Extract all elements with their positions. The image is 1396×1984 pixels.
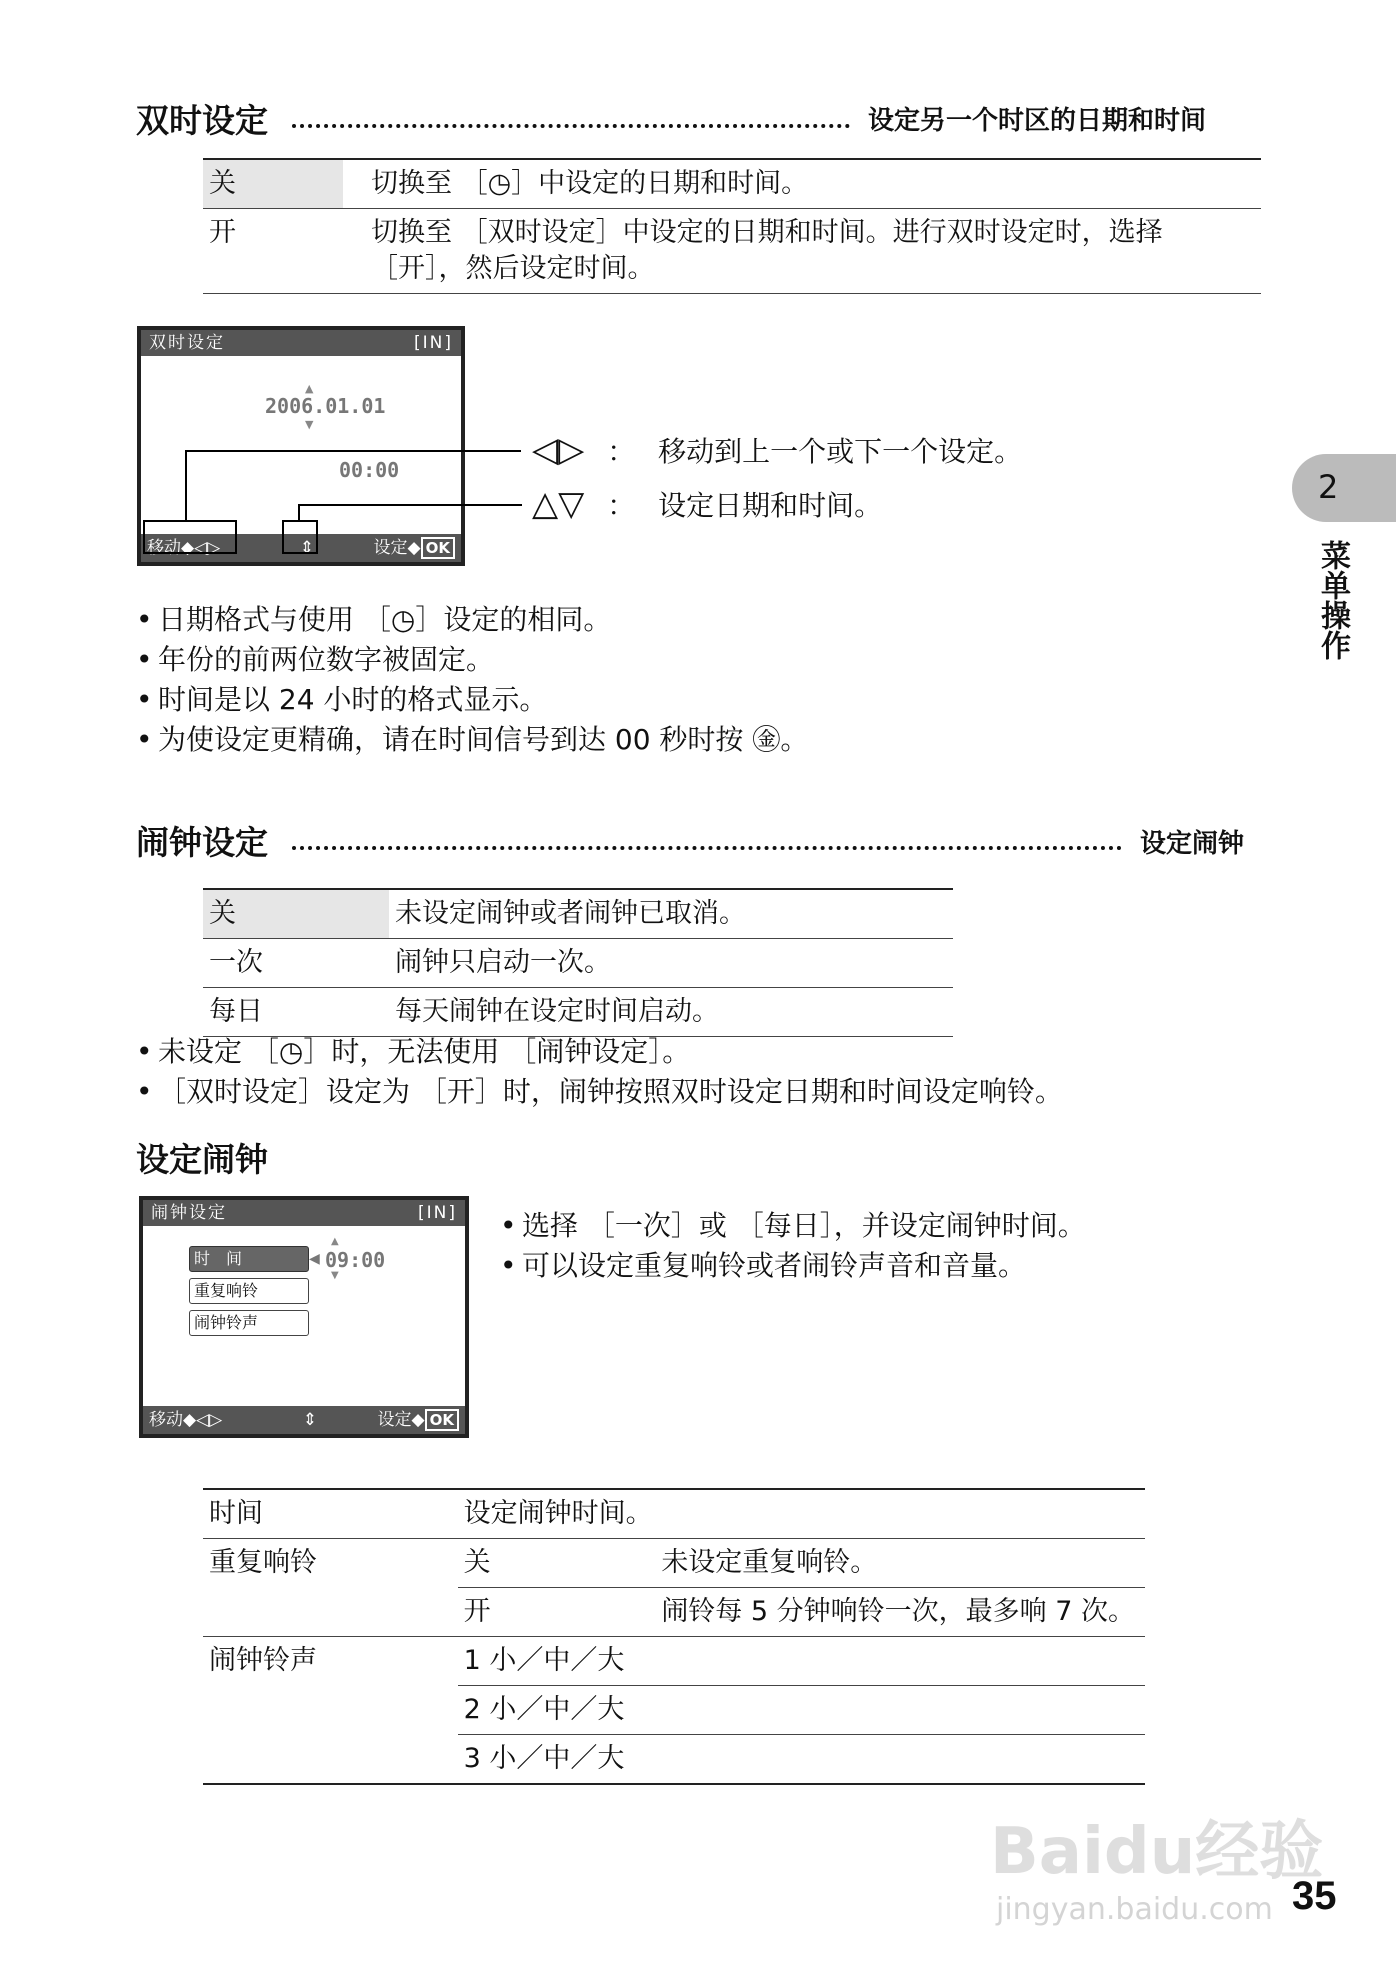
- list-item: • 时间是以 24 小时的格式显示。: [136, 683, 548, 716]
- list-item: • 未设定 ［◷］时，无法使用 ［闹钟设定］。: [136, 1035, 691, 1068]
- section-subtitle-dual-time: 设定另一个时区的日期和时间: [868, 106, 1207, 136]
- alarm-options-table: [203, 1488, 1145, 1785]
- table-row: [203, 988, 953, 1037]
- chapter-label: 菜单操作: [1315, 540, 1350, 660]
- set-alarm-notes: [500, 1206, 1086, 1286]
- description-cell: 闹钟只启动一次。: [389, 939, 953, 988]
- list-item: • 可以设定重复响铃或者闹铃声音和音量。: [500, 1249, 1027, 1282]
- option-cell: 开: [203, 209, 343, 294]
- updown-icon: ⇕: [299, 538, 315, 558]
- table-row: [203, 889, 953, 939]
- footer-move-hint: 移动◆◁▷: [149, 1410, 223, 1430]
- date-value: 2006.01.01: [265, 394, 386, 418]
- section-title-dual-time: 双时设定: [136, 101, 268, 140]
- table-row: [203, 1539, 1145, 1588]
- ok-button-icon: OK: [425, 1409, 459, 1431]
- table-row: [203, 1489, 1145, 1539]
- watermark-url: jingyan.baidu.com: [996, 1892, 1273, 1927]
- down-arrow-icon: ▼: [331, 1270, 339, 1281]
- alarm-notes: [136, 1032, 1063, 1112]
- left-arrow-icon: ◀: [309, 1251, 320, 1267]
- value-cell: 1 小／中／大: [458, 1637, 1145, 1686]
- footer-set-hint: 设定◆ OK: [374, 534, 455, 562]
- ok-button-icon: OK: [421, 537, 455, 559]
- value-cell: 关: [458, 1539, 656, 1588]
- description-cell: 每天闹钟在设定时间启动。: [389, 988, 953, 1037]
- screen-header: [141, 330, 461, 356]
- legend-row-leftright: ◁▷ ： 移动到上一个或下一个设定。: [532, 430, 1023, 470]
- updown-icon: ⇕: [302, 1410, 318, 1430]
- screen-title: 闹钟设定: [151, 1203, 227, 1223]
- table-row: [203, 939, 953, 988]
- value-cell: 开: [458, 1588, 656, 1637]
- dual-time-notes: [136, 600, 808, 760]
- option-cell: 时间: [203, 1489, 458, 1539]
- option-cell: 闹钟铃声: [203, 1637, 458, 1785]
- chapter-number: 2: [1318, 468, 1339, 506]
- list-item: • 选择 ［一次］或 ［每日］，并设定闹钟时间。: [500, 1209, 1086, 1242]
- subsection-title-set-alarm: 设定闹钟: [136, 1140, 268, 1179]
- leader-dots: [292, 846, 1122, 850]
- option-cell: 关: [203, 889, 389, 939]
- up-arrow-icon: ▲: [305, 382, 314, 395]
- list-item: • 年份的前两位数字被固定。: [136, 643, 495, 676]
- list-item: • 为使设定更精确，请在时间信号到达 00 秒时按 ㊎。: [136, 723, 809, 756]
- alarm-mode-table: [203, 888, 953, 1037]
- screen-footer: [143, 1406, 465, 1434]
- up-down-arrows-icon: △▽: [532, 484, 585, 524]
- menu-item-alarm-sound[interactable]: 闹钟铃声: [189, 1310, 309, 1336]
- description-cell: 设定闹钟时间。: [458, 1489, 1145, 1539]
- option-cell: 关: [203, 159, 343, 209]
- description-cell: 切换至 ［双时设定］中设定的日期和时间。进行双时设定时，选择 ［开］，然后设定时间。: [343, 209, 1261, 294]
- alarm-time-value: 09:00: [325, 1248, 386, 1272]
- memory-indicator: [IN]: [414, 333, 453, 353]
- description-cell: 未设定重复响铃。: [655, 1539, 1145, 1588]
- menu-item-repeat[interactable]: 重复响铃: [189, 1278, 309, 1304]
- callout-box-updown: [282, 520, 318, 554]
- footer-set-hint: 设定◆ OK: [378, 1406, 459, 1434]
- callout-line: [298, 504, 300, 520]
- watermark-logo: Baidu经验: [990, 1815, 1324, 1889]
- callout-line: [185, 450, 521, 452]
- left-right-arrows-icon: ◁▷: [532, 430, 585, 470]
- value-cell: 3 小／中／大: [458, 1735, 1145, 1785]
- callout-line: [185, 450, 187, 520]
- up-arrow-icon: ▲: [331, 1236, 339, 1247]
- screen-header: [143, 1200, 465, 1226]
- table-row: [203, 1637, 1145, 1686]
- menu-item-time[interactable]: 时 间: [189, 1246, 309, 1272]
- memory-indicator: [IN]: [418, 1203, 457, 1223]
- footer-move-hint: 移动◆◁▷: [147, 538, 221, 558]
- callout-box-arrows: [143, 520, 237, 554]
- time-value: 00:00: [339, 458, 400, 482]
- page-number: 35: [1292, 1874, 1337, 1918]
- list-item: • 日期格式与使用 ［◷］设定的相同。: [136, 603, 612, 636]
- description-cell: 未设定闹钟或者闹钟已取消。: [389, 889, 953, 939]
- option-cell: 一次: [203, 939, 389, 988]
- alarm-setting-screen: [139, 1196, 469, 1438]
- value-cell: 2 小／中／大: [458, 1686, 1145, 1735]
- table-row: [203, 209, 1261, 294]
- screen-title: 双时设定: [149, 333, 225, 353]
- chapter-tab: [1292, 454, 1396, 522]
- legend-row-updown: △▽ ： 设定日期和时间。: [532, 484, 883, 524]
- option-cell: 每日: [203, 988, 389, 1037]
- table-row: [203, 159, 1261, 209]
- list-item: • ［双时设定］设定为 ［开］时，闹钟按照双时设定日期和时间设定响铃。: [136, 1075, 1063, 1108]
- option-cell: 重复响铃: [203, 1539, 458, 1637]
- section-title-alarm: 闹钟设定: [136, 823, 268, 862]
- callout-line: [298, 504, 522, 506]
- dual-time-table: [203, 158, 1261, 294]
- description-cell: 切换至 ［◷］中设定的日期和时间。: [343, 159, 1261, 209]
- section-subtitle-alarm: 设定闹钟: [1140, 829, 1245, 859]
- leader-dots: [292, 124, 850, 128]
- down-arrow-icon: ▼: [305, 418, 314, 431]
- description-cell: 闹铃每 5 分钟响铃一次，最多响 7 次。: [655, 1588, 1145, 1637]
